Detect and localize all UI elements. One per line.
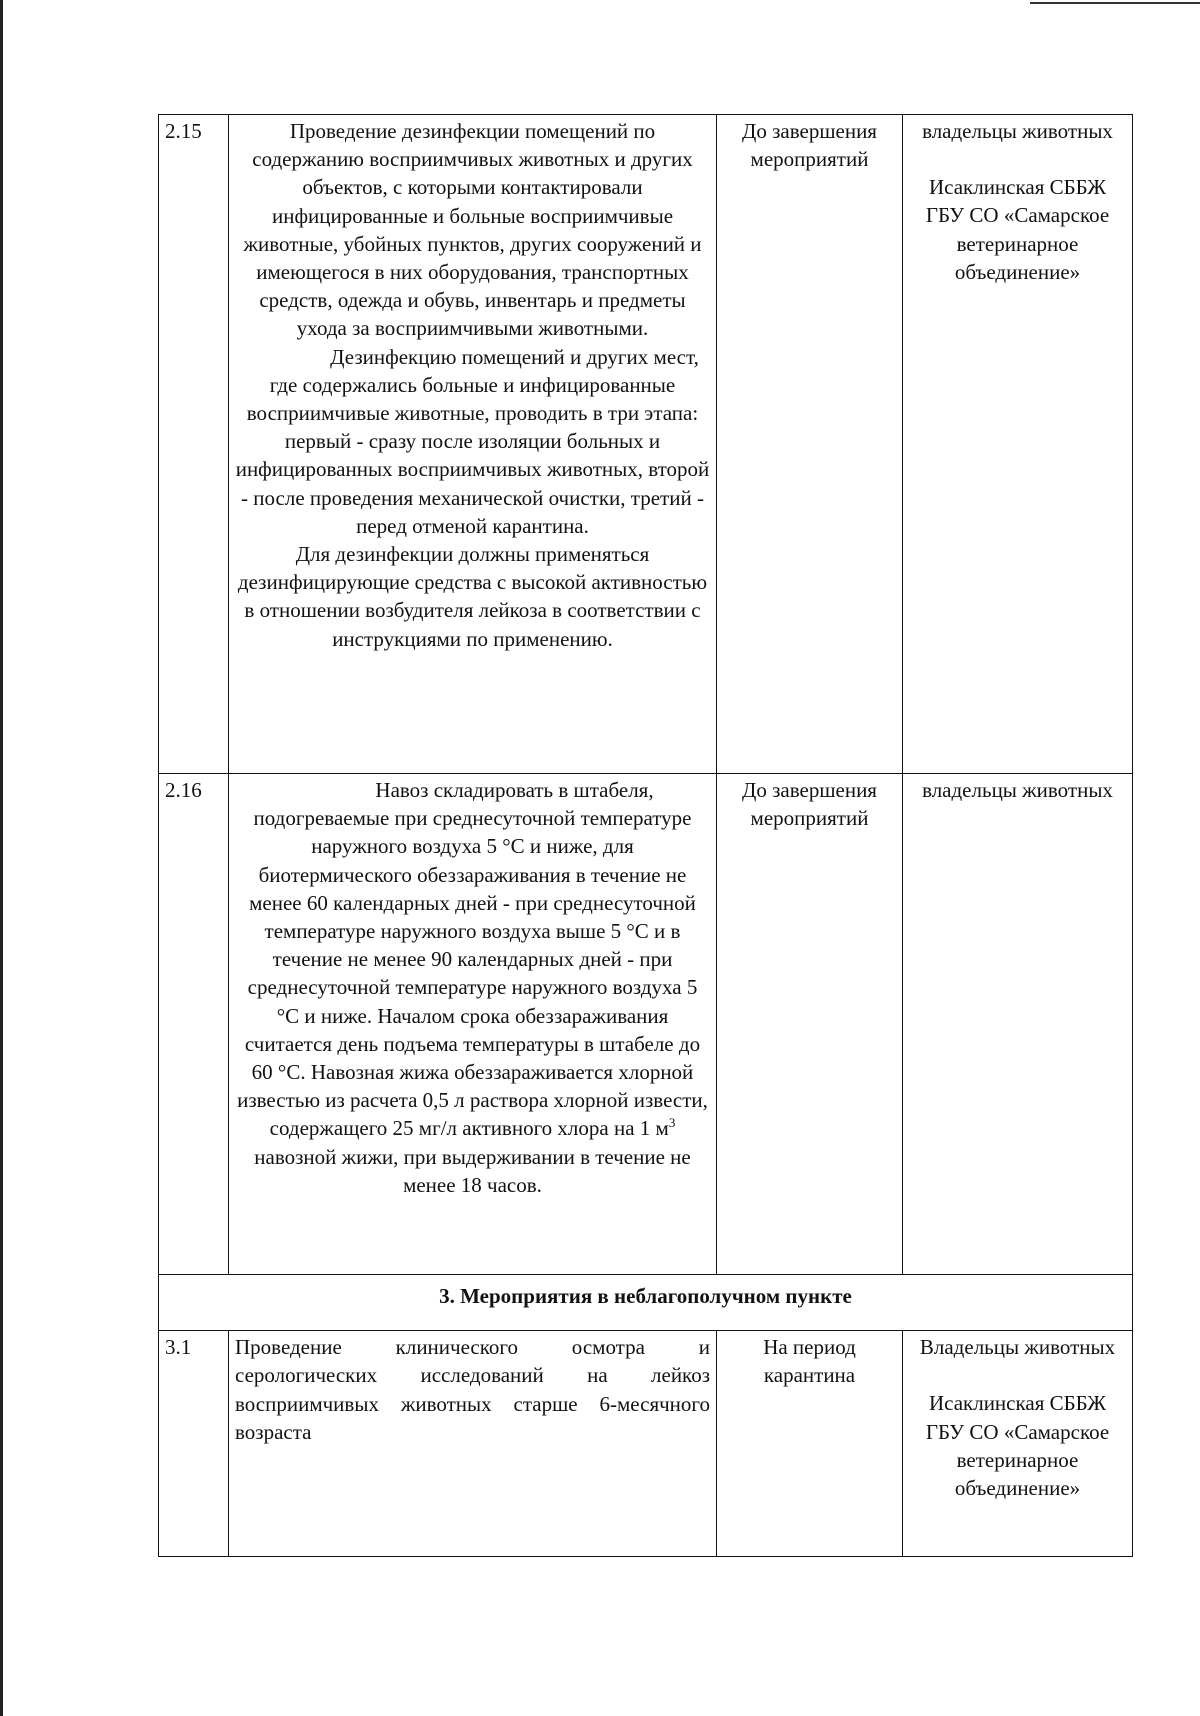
description-paragraph: Для дезинфекции должны применяться дезинфицирующие средства с высокой активностью в отношении возбудителя лейкоза в соответствии с инструкциями по применению. xyxy=(237,542,708,651)
deadline-cell: На период карантина xyxy=(717,1331,903,1557)
measure-description: Проведение клинического осмотра и серологических исследований на лейкоз восприимчивых животных старше 6-месячного возраста xyxy=(229,1331,717,1557)
scan-border-left xyxy=(0,0,3,1716)
spacer xyxy=(909,145,1126,173)
table-row xyxy=(159,774,1133,1275)
row-number: 3.1 xyxy=(159,1331,229,1557)
deadline-cell: До завершения мероприятий xyxy=(717,774,903,1275)
row-number: 2.15 xyxy=(159,115,229,774)
measure-description xyxy=(229,115,717,774)
spacer xyxy=(909,1361,1126,1389)
scan-border-top xyxy=(1030,2,1200,4)
description-text: Навоз складировать в штабеля, подогреваемые при среднесуточной температуре наружного воздуха 5 °C и ниже, для биотермического обеззараживания в течение не менее 60 календарных дней - при среднесуточной температуре наружного воздуха выше 5 °C и в течение не менее 90 календарных дней - при среднесуточной температуре наружного воздуха 5 °C и ниже. Началом срока обеззараживания считается день подъема температуры в штабеле до 60 °C. Навозная жижа обеззараживается хлорной известью из расчета 0,5 л раствора хлорной извести, содержащего 25 мг/л активного хлора на 1 м xyxy=(237,778,708,1141)
description-paragraph: Проведение дезинфекции помещений по содержанию восприимчивых животных и других объектов, с которыми контактировали инфицированные и больные восприимчивые животные, убойных пунктов, других сооружений и имеющегося в них оборудования, транспортных средств, одежда и обувь, инвентарь и предметы ухода за восприимчивыми животными. xyxy=(243,119,702,341)
responsible-owner: владельцы животных xyxy=(922,778,1113,802)
table-row xyxy=(159,115,1133,774)
description-paragraph xyxy=(235,776,710,1199)
responsible-owner: владельцы животных xyxy=(922,119,1113,143)
responsible-agency: Исаклинская СББЖ ГБУ СО «Самарское ветеринарное объединение» xyxy=(925,1391,1110,1501)
description-text: навозной жижи, при выдерживании в течение не менее 18 часов. xyxy=(254,1144,691,1197)
responsible-agency: Исаклинская СББЖ ГБУ СО «Самарское ветеринарное объединение» xyxy=(925,175,1110,284)
row-number: 2.16 xyxy=(159,774,229,1275)
superscript: 3 xyxy=(668,1115,676,1131)
responsible-owner: Владельцы животных xyxy=(919,1335,1116,1360)
measures-table xyxy=(158,114,1133,1557)
section-header-row xyxy=(159,1275,1133,1331)
responsible-cell xyxy=(903,774,1133,1275)
table-row xyxy=(159,1331,1133,1557)
responsible-cell xyxy=(903,115,1133,774)
deadline-cell: До завершения мероприятий xyxy=(717,115,903,774)
responsible-cell xyxy=(903,1331,1133,1557)
section-title: 3. Мероприятия в неблагополучном пункте xyxy=(159,1275,1133,1331)
measure-description xyxy=(229,774,717,1275)
description-paragraph: Дезинфекцию помещений и других мест, где содержались больные и инфицированные восприимчивые животные, проводить в три этапа: первый - сразу после изоляции больных и инфицированных восприимчивых животных, второй - после проведения механической очистки, третий - перед отменой карантина. xyxy=(235,344,710,538)
